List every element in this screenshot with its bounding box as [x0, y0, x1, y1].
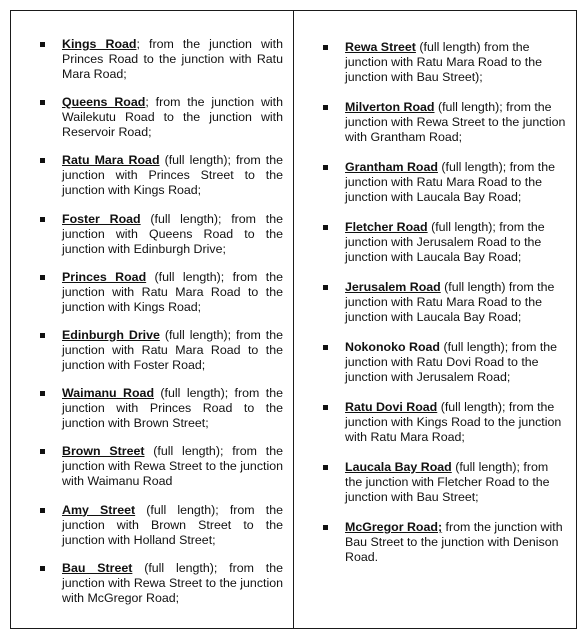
bullet-icon: [323, 45, 328, 50]
road-name: Ratu Mara Road: [62, 153, 160, 168]
list-item: [321, 400, 566, 445]
road-description: (full length); from the junction with Rewa Street to the junction with Grantham Road;: [345, 100, 566, 144]
right-road-list: [321, 40, 566, 565]
road-name: Grantham Road: [345, 160, 438, 174]
bullet-icon: [40, 217, 45, 222]
road-name: Fletcher Road: [345, 220, 428, 234]
bullet-icon: [40, 566, 45, 571]
bullet-icon: [40, 42, 45, 47]
bullet-icon: [40, 333, 45, 338]
road-list-table: [10, 10, 577, 629]
bullet-icon: [323, 525, 328, 530]
list-item: [38, 503, 283, 548]
list-item: [38, 561, 283, 606]
road-name: Kings Road: [62, 37, 137, 51]
bullet-icon: [323, 465, 328, 470]
road-name: Edinburgh Drive: [62, 327, 160, 342]
road-name: Nokonoko Road: [345, 340, 440, 354]
list-item: [38, 328, 283, 373]
bullet-icon: [40, 449, 45, 454]
road-description: (full length); from the junction with Rewa Street to the junction with McGregor Road;: [62, 560, 283, 605]
list-item: [321, 280, 566, 325]
bullet-icon: [40, 391, 45, 396]
road-description: (full length); from the junction with Ratu Mara Road to the junction with Laucala Bay Road;: [345, 160, 556, 204]
list-item: [321, 460, 566, 505]
list-item: [38, 270, 283, 315]
road-description: (full length); from the junction with Brown Street to the junction with Holland Street;: [62, 502, 283, 547]
list-item: [321, 220, 566, 265]
road-description: (full length) from the junction with Ratu Mara Road to the junction with Laucala Bay Road;: [345, 280, 555, 324]
road-description: (full length) from the junction with Ratu Mara Road to the junction with Bau Street);: [345, 40, 542, 84]
bullet-icon: [323, 405, 328, 410]
road-description: (full length); from the junction with Princes Street to the junction with Kings Road;: [62, 153, 283, 198]
list-item: [321, 40, 566, 85]
road-name: Amy Street: [62, 502, 136, 517]
road-description: (full length); from the junction with Jerusalem Road to the junction with Laucala Bay Road;: [345, 220, 545, 264]
road-description: ; from the junction with Wailekutu Road to the junction with Reservoir Road;: [62, 95, 283, 140]
road-name: Queens Road: [62, 95, 146, 110]
bullet-icon: [323, 225, 328, 230]
road-name: Rewa Street: [345, 40, 416, 54]
road-description: (full length); from the junction with Queens Road to the junction with Edinburgh Drive;: [62, 211, 283, 256]
road-name: Foster Road: [62, 211, 141, 226]
road-name: Bau Street: [62, 560, 133, 575]
list-item: [38, 37, 283, 82]
bullet-icon: [323, 165, 328, 170]
right-column: [294, 11, 576, 628]
road-name: Waimanu Road: [62, 386, 155, 401]
road-name: Jerusalem Road: [345, 280, 441, 294]
road-description: (full length); from the junction with Fletcher Road to the junction with Bau Street;: [345, 460, 550, 504]
road-description: (full length); from the junction with Princes Road to the junction with Brown Street;: [62, 386, 283, 431]
road-description: from the junction with Bau Street to the junction with Denison Road.: [345, 520, 563, 564]
list-item: [38, 212, 283, 257]
left-column: [11, 11, 294, 628]
road-description: (full length); from the junction with Ratu Dovi Road to the junction with Jerusalem Road;: [345, 340, 558, 384]
bullet-icon: [323, 285, 328, 290]
list-item: [38, 95, 283, 140]
list-item: [38, 153, 283, 198]
list-item: [321, 520, 566, 565]
road-description: (full length); from the junction with Rewa Street to the junction with Waimanu Road: [62, 444, 284, 489]
road-name: Laucala Bay Road: [345, 460, 452, 474]
road-name: McGregor Road;: [345, 520, 443, 534]
bullet-icon: [40, 508, 45, 513]
bullet-icon: [40, 100, 45, 105]
list-item: [321, 340, 566, 385]
road-name: Ratu Dovi Road: [345, 400, 438, 414]
bullet-icon: [40, 275, 45, 280]
road-description: ; from the junction with Princes Road to the junction with Ratu Mara Road;: [62, 37, 283, 81]
list-item: [321, 100, 566, 145]
road-description: (full length); from the junction with Kings Road to the junction with Ratu Mara Road;: [345, 400, 562, 444]
road-description: (full length); from the junction with Ratu Mara Road to the junction with Kings Road;: [62, 269, 283, 314]
list-item: [38, 386, 283, 431]
list-item: [321, 160, 566, 205]
bullet-icon: [40, 158, 45, 163]
bullet-icon: [323, 345, 328, 350]
list-item: [38, 444, 283, 489]
bullet-icon: [323, 105, 328, 110]
road-name: Milverton Road: [345, 100, 435, 114]
road-name: Brown Street: [62, 444, 145, 459]
left-road-list: [38, 37, 283, 606]
road-name: Princes Road: [62, 269, 147, 284]
road-description: (full length); from the junction with Ratu Mara Road to the junction with Foster Road;: [62, 327, 283, 372]
